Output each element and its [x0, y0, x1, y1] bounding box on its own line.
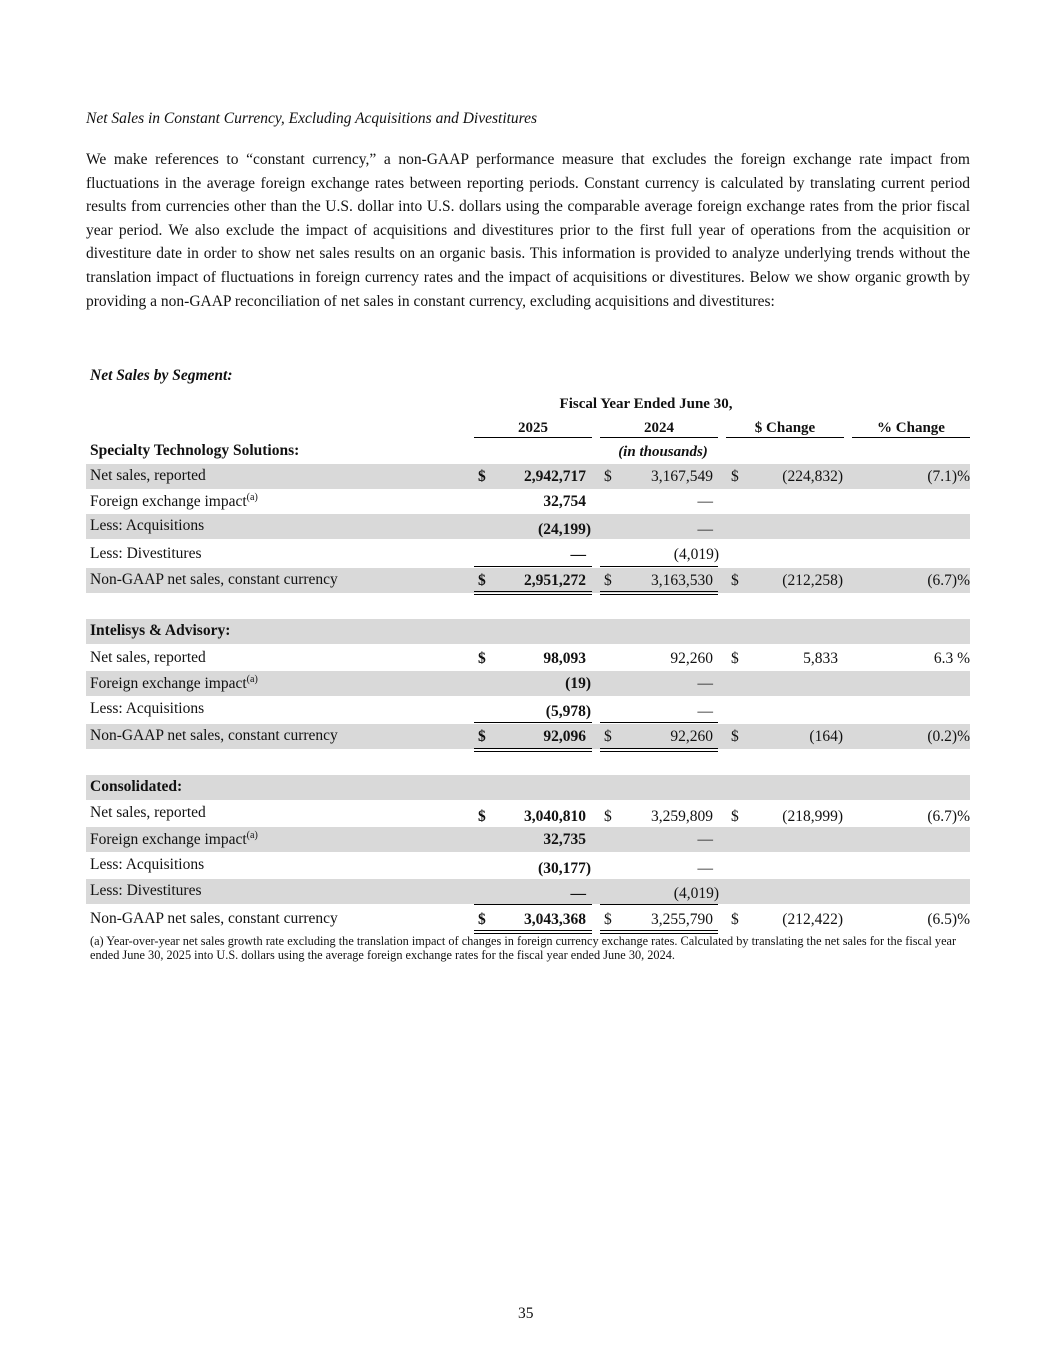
table-row-total — [86, 724, 970, 749]
subtotal-rule — [474, 722, 592, 723]
row-label: Less: Acquisitions — [90, 517, 205, 534]
footnote-ref: (a) — [246, 674, 258, 685]
footnote: (a) Year-over-year net sales growth rate excluding the translation impact of changes in foreign currency exchange rates. Calculated by translating the net sales for the fiscal year ended June 30, 2025 into U.S. dollars using the average foreign exchange rates for the fiscal year ended June 30, 2024. — [90, 934, 957, 962]
row-label: Non-GAAP net sales, constant currency — [90, 571, 338, 588]
row-label: Less: Divestitures — [90, 545, 202, 562]
total-double-rule — [600, 591, 718, 595]
value-2025: — — [570, 885, 586, 902]
column-header-2024: 2024 — [600, 420, 718, 438]
dollar-sign: $ — [478, 728, 486, 745]
value-2025: (30,177) — [538, 860, 591, 877]
section-header-label: Consolidated: — [90, 778, 183, 795]
total-double-rule — [600, 748, 718, 752]
subtotal-rule — [600, 722, 718, 723]
dollar-sign: $ — [604, 808, 612, 825]
row-label: Less: Divestitures — [90, 882, 202, 899]
page-number: 35 — [518, 1305, 534, 1322]
row-label: Net sales, reported — [90, 467, 206, 484]
dollar-sign: $ — [604, 728, 612, 745]
body-paragraph: We make references to “constant currency,” a non-GAAP performance measure that excludes the foreign exchange rate impact from fluctuations in the average foreign exchange rates between reporting periods. Constant currency is calculated by translating current period results from currencies other than the U.S. dollar into U.S. dollars using the comparable average foreign exchange rates from the prior fiscal year period. We also exclude the impact of acquisitions and divestitures prior to the first full year of operations from the acquisition or divestiture date in order to show net sales results on an organic basis. This information is provided to analyze underlying trends without the translation impact of fluctuations in foreign currency rates and the impact of acquisitions or divestitures. Below we show organic growth by providing a non-GAAP reconciliation of net sales in constant currency, excluding acquisitions and divestitures: — [86, 151, 970, 310]
value-2024: 3,259,809 — [651, 808, 713, 825]
table-row — [86, 671, 970, 696]
value-2024: (4,019) — [673, 546, 719, 563]
value-2024: 3,163,530 — [651, 572, 713, 589]
dollar-change: (218,999) — [782, 808, 843, 825]
value-2025: 32,754 — [543, 493, 586, 510]
dollar-sign: $ — [731, 728, 739, 745]
section-header-row — [86, 439, 970, 464]
column-header-pct-change: % Change — [852, 420, 970, 438]
dollar-change: 5,833 — [803, 650, 838, 667]
dollar-sign: $ — [731, 468, 739, 485]
footnote-ref: (a) — [246, 830, 258, 841]
table-row — [86, 514, 970, 539]
row-label: Less: Acquisitions — [90, 700, 205, 717]
table-row — [86, 646, 970, 671]
value-2024: 92,260 — [670, 650, 713, 667]
value-2024: — — [697, 675, 713, 692]
dollar-change: (224,832) — [782, 468, 843, 485]
value-2024: 3,167,549 — [651, 468, 713, 485]
value-2025: 3,043,368 — [524, 911, 586, 928]
period-header: Fiscal Year Ended June 30, — [559, 396, 733, 412]
dollar-sign: $ — [604, 911, 612, 928]
section-header-row — [86, 619, 970, 644]
dollar-sign: $ — [478, 808, 486, 825]
column-header-dollar-change: $ Change — [726, 420, 844, 438]
dollar-sign: $ — [604, 468, 612, 485]
row-label: Non-GAAP net sales, constant currency — [90, 910, 338, 927]
dollar-sign: $ — [731, 650, 739, 667]
table-title: Net Sales by Segment: — [90, 367, 233, 384]
subtotal-rule — [600, 904, 718, 905]
value-2024: (4,019) — [673, 885, 719, 902]
value-2024: — — [697, 493, 713, 510]
pct-change: (6.7)% — [927, 572, 970, 589]
row-label: Less: Acquisitions — [90, 856, 205, 873]
table-row-total — [86, 907, 970, 932]
value-2024: — — [697, 703, 713, 720]
table-row — [86, 464, 970, 489]
section-header-row — [86, 775, 970, 800]
units-label: (in thousands) — [618, 444, 708, 460]
table-row — [86, 801, 970, 826]
dollar-sign: $ — [604, 572, 612, 589]
value-2025: 92,096 — [543, 728, 586, 745]
value-2024: — — [697, 521, 713, 538]
subtotal-rule — [474, 566, 592, 567]
dollar-change: (164) — [809, 728, 843, 745]
section-header-label: Intelisys & Advisory: — [90, 622, 231, 639]
value-2025: 98,093 — [543, 650, 586, 667]
footnote-ref: (a) — [246, 492, 258, 503]
row-label: Foreign exchange impact$^{(a)}$ — [90, 674, 258, 693]
table-row — [86, 489, 970, 514]
column-header-2025: 2025 — [474, 420, 592, 438]
table-row — [86, 542, 970, 567]
row-label: Net sales, reported — [90, 804, 206, 821]
subtotal-rule — [600, 566, 718, 567]
row-label: Net sales, reported — [90, 649, 206, 666]
dollar-sign: $ — [478, 650, 486, 667]
total-double-rule — [474, 591, 592, 595]
pct-change: (0.2)% — [927, 728, 970, 745]
value-2024: 3,255,790 — [651, 911, 713, 928]
pct-change: 6.3 % — [933, 650, 970, 667]
pct-change: (6.7)% — [927, 808, 970, 825]
subtotal-rule — [474, 904, 592, 905]
dollar-sign: $ — [478, 572, 486, 589]
value-2025: 3,040,810 — [524, 808, 586, 825]
value-2025: 2,942,717 — [524, 468, 586, 485]
dollar-change: (212,258) — [782, 572, 843, 589]
dollar-sign: $ — [731, 572, 739, 589]
section-header-label: Specialty Technology Solutions: — [90, 442, 300, 459]
dollar-sign: $ — [478, 468, 486, 485]
dollar-sign: $ — [731, 808, 739, 825]
section-heading: Net Sales in Constant Currency, Excluding Acquisitions and Divestitures — [86, 110, 538, 127]
value-2025: — — [570, 546, 586, 563]
value-2024: — — [697, 860, 713, 877]
dollar-change: (212,422) — [782, 911, 843, 928]
table-row — [86, 827, 970, 852]
row-label: Non-GAAP net sales, constant currency — [90, 727, 338, 744]
value-2024: 92,260 — [670, 728, 713, 745]
table-row — [86, 879, 970, 904]
table-row — [86, 697, 970, 722]
row-label: Foreign exchange impact$^{(a)}$ — [90, 830, 258, 849]
row-label: Foreign exchange impact$^{(a)}$ — [90, 492, 258, 511]
value-2025: 2,951,272 — [524, 572, 586, 589]
value-2025: (5,978) — [545, 703, 591, 720]
value-2025: 32,735 — [543, 831, 586, 848]
value-2025: (24,199) — [538, 521, 591, 538]
total-double-rule — [474, 748, 592, 752]
value-2025: (19) — [565, 675, 591, 692]
pct-change: (6.5)% — [927, 911, 970, 928]
table-row — [86, 853, 970, 878]
table-row-total — [86, 568, 970, 593]
value-2024: — — [697, 831, 713, 848]
dollar-sign: $ — [731, 911, 739, 928]
dollar-sign: $ — [478, 911, 486, 928]
pct-change: (7.1)% — [927, 468, 970, 485]
